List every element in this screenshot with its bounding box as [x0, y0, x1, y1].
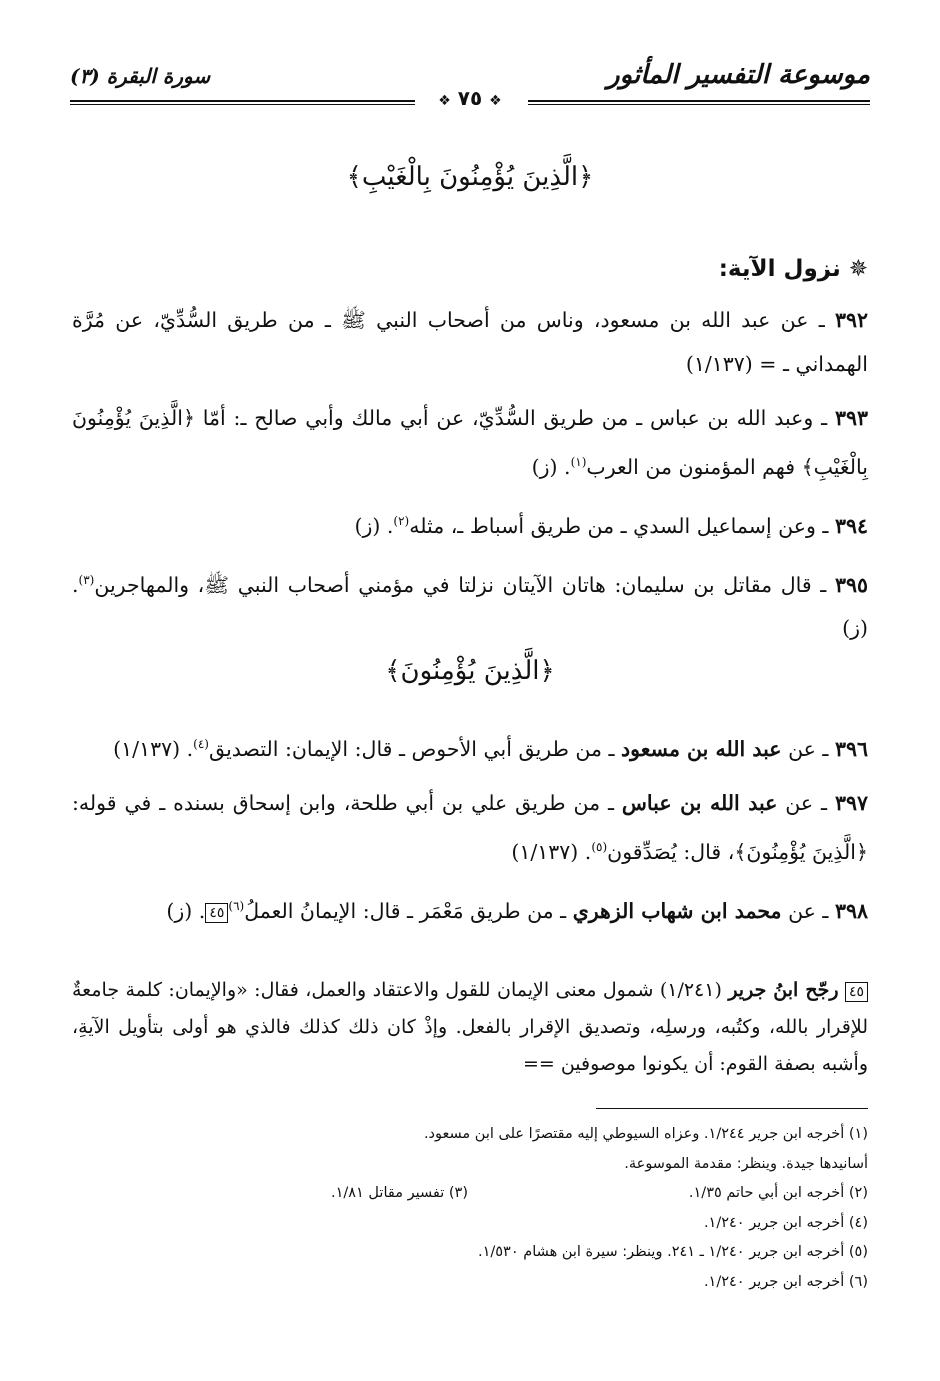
header-rule-right	[528, 100, 870, 105]
ayah-heading: ﴿الَّذِينَ يُؤْمِنُونَ﴾	[385, 656, 555, 686]
entry-tail: . (ز)	[354, 513, 394, 538]
entry-narrator: عبد الله بن مسعود	[621, 736, 782, 761]
entry-number: ٣٩٢	[834, 308, 868, 332]
footnote: (١) أخرجه ابن جرير ١/٢٤٤. وعزاه السيوطي إليه مقتصرًا على ابن مسعود.	[423, 1126, 868, 1142]
entry-narrator: عبد الله بن عباس	[621, 790, 778, 815]
entry-number: ٣٩٤	[834, 513, 868, 538]
note-marker-box: ٤٥	[205, 903, 228, 923]
entry-tail: . (١/١٣٧)	[511, 839, 592, 864]
entry	[72, 884, 868, 933]
entries-group-b	[72, 722, 868, 942]
footnotes	[72, 1120, 868, 1297]
footnote: (٤) أخرجه ابن جرير ١/٢٤٠.	[703, 1214, 868, 1231]
entry	[72, 722, 868, 771]
footnote: (٥) أخرجه ابن جرير ١/٢٤٠ ـ ٢٤١. وينظر: سيرة ابن هشام ١/٥٣٠.	[477, 1244, 868, 1260]
entry-pre: ـ عن	[777, 790, 835, 815]
entry-tail: . (ز)	[166, 898, 206, 923]
entry-number: ٣٩٦	[834, 736, 868, 761]
entry-narrator: محمد ابن شهاب الزهري	[572, 898, 782, 923]
entry	[72, 781, 868, 874]
entries-group-a	[72, 298, 868, 660]
entry-text: ـ من طريق علي بن أبي طلحة، وابن إسحاق بسنده ـ في قوله: ﴿الَّذِينَ يُؤْمِنُونَ﴾، قال: يُصَدِّقون	[72, 790, 868, 864]
star-icon: ✵	[848, 256, 868, 282]
entry-text: ـ من طريق مَعْمَر ـ قال: الإيمانُ العملُ	[244, 898, 573, 923]
footnote-rule	[596, 1108, 868, 1109]
footnote-ref: (٥)	[591, 839, 608, 854]
footnote: (٣) تفسير مقاتل ١/٨١.	[330, 1185, 468, 1201]
entry-text: ـ وعبد الله بن عباس ـ من طريق السُّدِّيّ، عن أبي مالك وأبي صالح ـ: أمّا ﴿الَّذِينَ يُؤْمِنُونَ بِالْغَيْبِ﴾ فهم المؤمنون من العرب	[72, 406, 868, 479]
entry-tail: . (ز)	[72, 572, 868, 641]
footnote-ref: (٦)	[228, 898, 245, 913]
section-title	[719, 256, 868, 282]
running-header	[70, 60, 870, 110]
entry-text: ـ عن عبد الله بن مسعود، وناس من أصحاب النبي ﷺ ـ من طريق السُّدِّيّ، عن مُرَّة الهمداني ـ = (١/١٣٧)	[72, 308, 868, 376]
ornament-icon: ❖	[438, 93, 451, 109]
entry-text: ـ من طريق أبي الأحوص ـ قال: الإيمان: التصديق	[208, 736, 622, 761]
ornament-icon: ❖	[489, 93, 502, 109]
entry-number: ٣٩٨	[834, 898, 868, 923]
entry-number: ٣٩٣	[834, 406, 868, 430]
ayah-heading: ﴿الَّذِينَ يُؤْمِنُونَ بِالْغَيْبِ﴾	[346, 162, 594, 192]
note-text: (١/٢٤١) شمول معنى الإيمان للقول والاعتقاد والعمل، فقال: «والإيمان: كلمة جامعةٌ للإقرار بالله، وكتُبه، ورسلِه، وتصديق الإقرار بالفعل. وإذْ كان ذلك كذلك فالذي هو أولى بتأويل الآيةِ، وأشبه بصفة القوم: أن يكونوا موصوفين ==	[72, 979, 868, 1075]
entry	[72, 558, 868, 651]
footnote: (٢) أخرجه ابن أبي حاتم ١/٣٥.	[688, 1185, 868, 1201]
entry-tail: . (ز)	[531, 454, 571, 479]
note-marker-box: ٤٥	[845, 982, 868, 1002]
footnote-ref: (٤)	[193, 737, 209, 751]
book-title: موسوعة التفسير المأثور	[607, 60, 870, 90]
footnote-row	[72, 1179, 868, 1209]
note-lead: رجّح ابنُ جرير	[728, 979, 839, 1001]
footnote: (٦) أخرجه ابن جرير ١/٢٤٠.	[703, 1273, 868, 1290]
section-title-text: نزول الآية:	[718, 256, 841, 282]
entry-text: ـ قال مقاتل بن سليمان: هاتان الآيتان نزلتا في مؤمني أصحاب النبي ﷺ، والمهاجرين	[94, 572, 835, 597]
entry	[72, 499, 868, 548]
entry	[72, 396, 868, 489]
page-number: ٧٥	[457, 86, 483, 110]
entry	[72, 298, 868, 386]
entry-number: ٣٩٥	[834, 572, 868, 597]
entry-number: ٣٩٧	[834, 790, 868, 815]
entry-pre: ـ عن	[781, 898, 835, 923]
surah-label: سورة البقرة (٣)	[70, 64, 211, 88]
footnote: أسانيدها جيدة. وينظر: مقدمة الموسوعة.	[624, 1155, 868, 1172]
entry-pre: ـ عن	[781, 736, 835, 761]
footnote-ref: (١)	[570, 455, 587, 469]
header-rule-left	[70, 100, 415, 105]
entry-tail: . (١/١٣٧)	[113, 736, 194, 761]
entry-text: ـ وعن إسماعيل السدي ـ من طريق أسباط ـ، مثله	[409, 513, 835, 538]
editorial-note	[72, 972, 868, 1083]
footnote-ref: (٢)	[393, 513, 410, 528]
page-number-wrap	[418, 86, 522, 110]
footnote-ref: (٣)	[78, 572, 95, 587]
